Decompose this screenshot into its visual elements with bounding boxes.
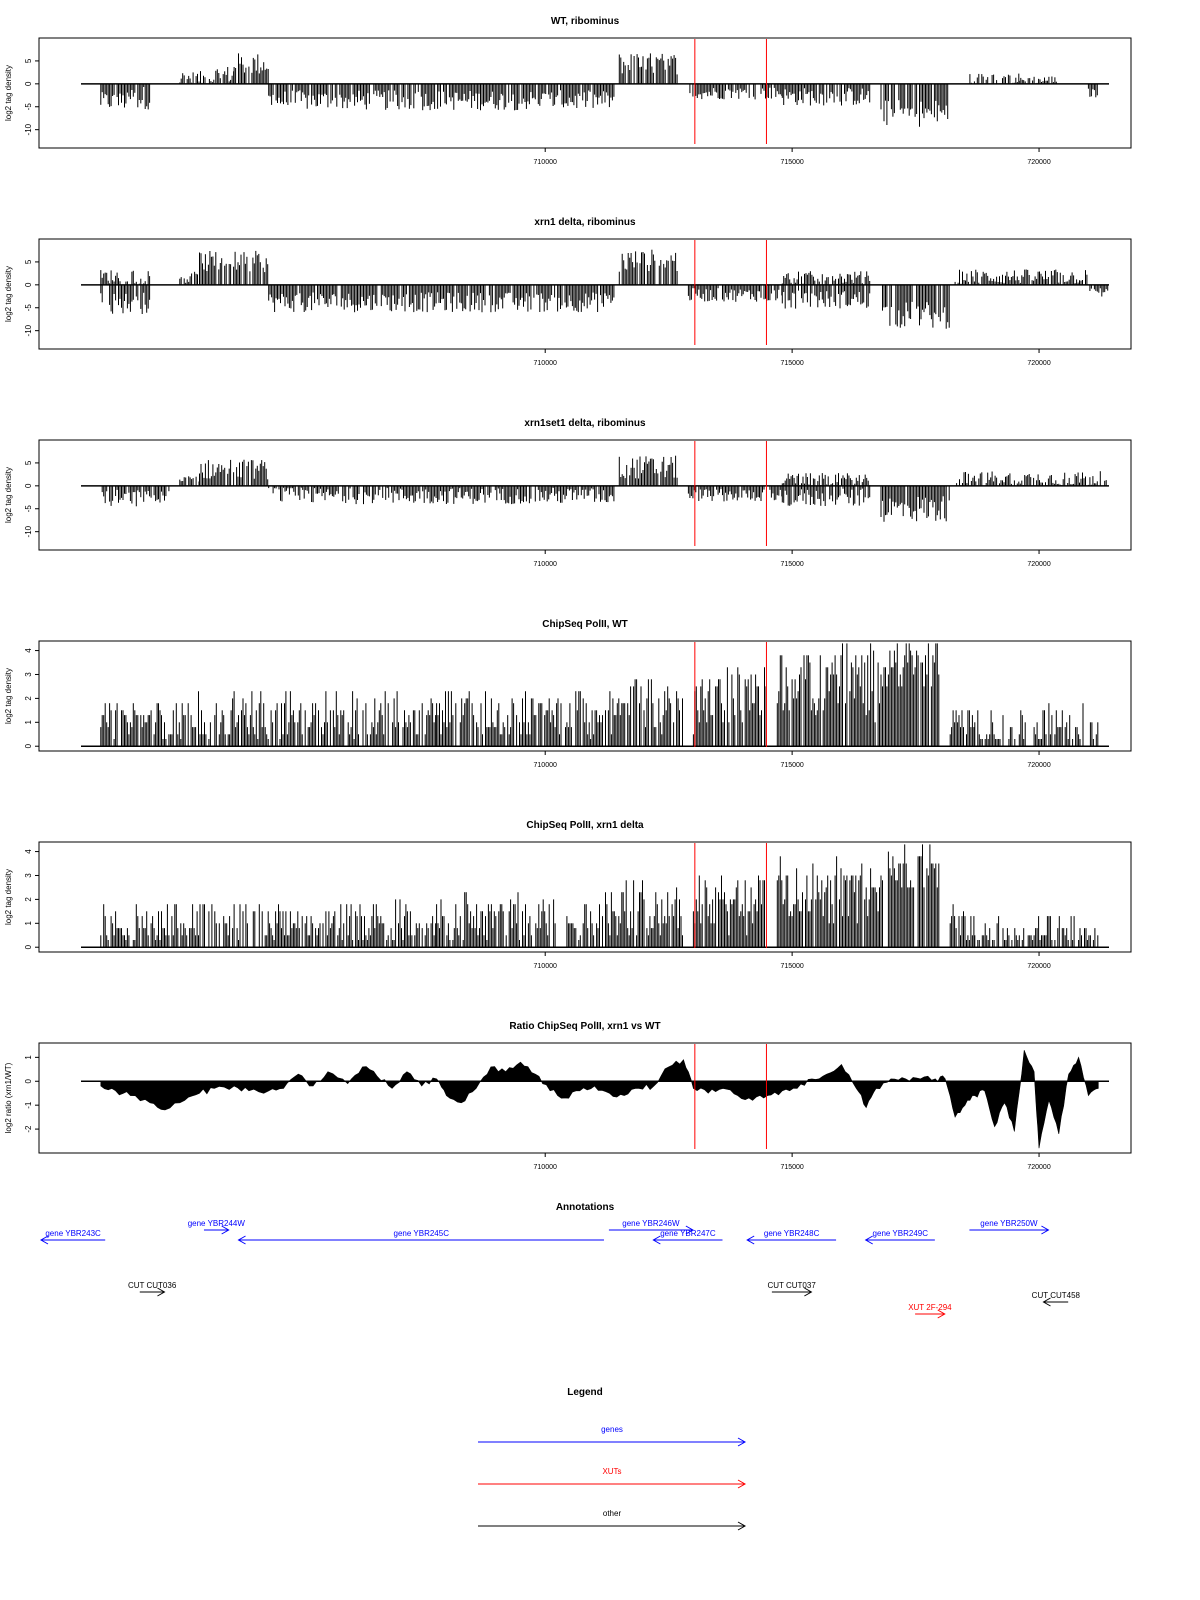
- x-tick-label: 715000: [780, 1164, 804, 1171]
- y-tick-label: -10: [24, 324, 33, 337]
- y-tick-label: -5: [24, 103, 33, 111]
- feature-label: gene YBR243C: [45, 1229, 101, 1238]
- x-tick-label: 715000: [780, 561, 804, 568]
- y-tick-label: 0: [24, 483, 33, 489]
- annotation-feature: [41, 1229, 105, 1244]
- annotation-feature: [969, 1219, 1048, 1234]
- feature-label: gene YBR247C: [660, 1229, 716, 1238]
- annotation-feature: [747, 1229, 836, 1244]
- chart-title: xrn1set1 delta, ribominus: [524, 418, 646, 429]
- x-tick-label: 715000: [780, 762, 804, 769]
- y-tick-label: -2: [24, 1125, 33, 1133]
- legend-label: genes: [601, 1425, 623, 1434]
- annotation-feature: [908, 1303, 952, 1318]
- x-tick-label: 720000: [1027, 159, 1051, 166]
- y-tick-label: 0: [24, 944, 33, 950]
- annotations-panel: [41, 1202, 1081, 1318]
- y-tick-label: 5: [24, 460, 33, 466]
- plot-frame: [39, 440, 1131, 550]
- data-series: [101, 53, 1098, 126]
- x-tick-label: 710000: [533, 561, 557, 568]
- y-axis-label: log2 ratio (xrn1/WT): [4, 1062, 13, 1134]
- y-tick-label: -1: [24, 1101, 33, 1109]
- y-tick-label: -5: [24, 505, 33, 513]
- feature-label: gene YBR248C: [763, 1229, 820, 1238]
- y-tick-label: 4: [24, 849, 33, 854]
- plot-frame: [39, 239, 1131, 349]
- y-tick-label: 0: [24, 282, 33, 288]
- chart-panel-4: [4, 619, 1131, 769]
- chart-panel-3: [4, 418, 1131, 568]
- chart-title: ChipSeq PolII, xrn1 delta: [526, 820, 644, 831]
- y-axis-label: log2 tag density: [4, 868, 13, 926]
- data-series: [102, 456, 1106, 522]
- feature-label: CUT CUT458: [1031, 1291, 1080, 1300]
- y-tick-label: 0: [24, 1079, 33, 1084]
- y-tick-label: 5: [24, 58, 33, 64]
- legend-entry: [478, 1467, 745, 1488]
- y-axis-label: log2 tag density: [4, 64, 13, 122]
- x-tick-label: 720000: [1027, 561, 1051, 568]
- y-tick-label: 0: [24, 81, 33, 87]
- annotations-title: Annotations: [555, 1202, 615, 1213]
- feature-label: XUT 2F-294: [908, 1303, 952, 1312]
- feature-label: gene YBR246W: [622, 1219, 680, 1228]
- x-tick-label: 710000: [533, 159, 557, 166]
- x-tick-label: 720000: [1027, 360, 1051, 367]
- annotation-feature: [767, 1281, 816, 1296]
- y-tick-label: 5: [24, 259, 33, 265]
- y-tick-label: 3: [24, 672, 33, 677]
- x-tick-label: 715000: [780, 159, 804, 166]
- legend-entry: [478, 1509, 745, 1530]
- feature-label: gene YBR249C: [872, 1229, 929, 1238]
- x-tick-label: 715000: [780, 360, 804, 367]
- data-series: [101, 250, 1108, 329]
- x-tick-label: 720000: [1027, 762, 1051, 769]
- data-series: [101, 643, 1098, 746]
- chart-panel-5: [4, 820, 1131, 970]
- ratio-area: [101, 1050, 1099, 1148]
- chart-title: WT, ribominus: [550, 16, 620, 27]
- annotation-feature: [1032, 1291, 1081, 1306]
- x-tick-label: 710000: [533, 1164, 557, 1171]
- x-tick-label: 710000: [533, 360, 557, 367]
- y-tick-label: 0: [24, 743, 33, 749]
- chart-title: xrn1 delta, ribominus: [534, 217, 636, 228]
- annotation-feature: [239, 1229, 604, 1244]
- legend-panel: [478, 1387, 745, 1530]
- legend-label: XUTs: [602, 1467, 622, 1476]
- y-tick-label: 4: [24, 648, 33, 653]
- y-axis-label: log2 tag density: [4, 667, 13, 725]
- x-tick-label: 710000: [533, 963, 557, 970]
- feature-label: gene YBR245C: [393, 1229, 449, 1238]
- y-tick-label: 1: [24, 1055, 33, 1060]
- feature-label: CUT CUT036: [127, 1281, 177, 1290]
- chart-title: ChipSeq PolII, WT: [542, 619, 628, 630]
- annotation-feature: [866, 1229, 935, 1244]
- y-tick-label: -5: [24, 304, 33, 312]
- y-tick-label: 2: [24, 897, 33, 902]
- chart-panel-1: [4, 16, 1131, 166]
- annotation-feature: [128, 1281, 177, 1296]
- plot-frame: [39, 38, 1131, 148]
- annotation-feature: [188, 1219, 246, 1234]
- y-axis-label: log2 tag density: [4, 265, 13, 323]
- y-tick-label: 1: [24, 921, 33, 926]
- y-axis-label: log2 tag density: [4, 466, 13, 524]
- chart-title: Ratio ChipSeq PolII, xrn1 vs WT: [509, 1021, 661, 1032]
- y-tick-label: 3: [24, 873, 33, 878]
- feature-label: gene YBR250W: [980, 1219, 1038, 1228]
- x-tick-label: 710000: [533, 762, 557, 769]
- y-tick-label: -10: [24, 525, 33, 538]
- x-tick-label: 715000: [780, 963, 804, 970]
- data-series: [101, 1050, 1099, 1148]
- y-tick-label: -10: [24, 123, 33, 136]
- y-tick-label: 1: [24, 720, 33, 725]
- x-tick-label: 720000: [1027, 1164, 1051, 1171]
- legend-label: other: [602, 1509, 622, 1518]
- chart-panel-6: [4, 1021, 1131, 1171]
- legend-title: Legend: [567, 1387, 603, 1398]
- x-tick-label: 720000: [1027, 963, 1051, 970]
- y-tick-label: 2: [24, 696, 33, 701]
- feature-label: CUT CUT037: [767, 1281, 816, 1290]
- data-series: [101, 844, 1098, 947]
- legend-entry: [478, 1425, 745, 1446]
- feature-label: gene YBR244W: [187, 1219, 245, 1228]
- chart-panel-2: [4, 217, 1131, 367]
- annotation-feature: [653, 1229, 722, 1244]
